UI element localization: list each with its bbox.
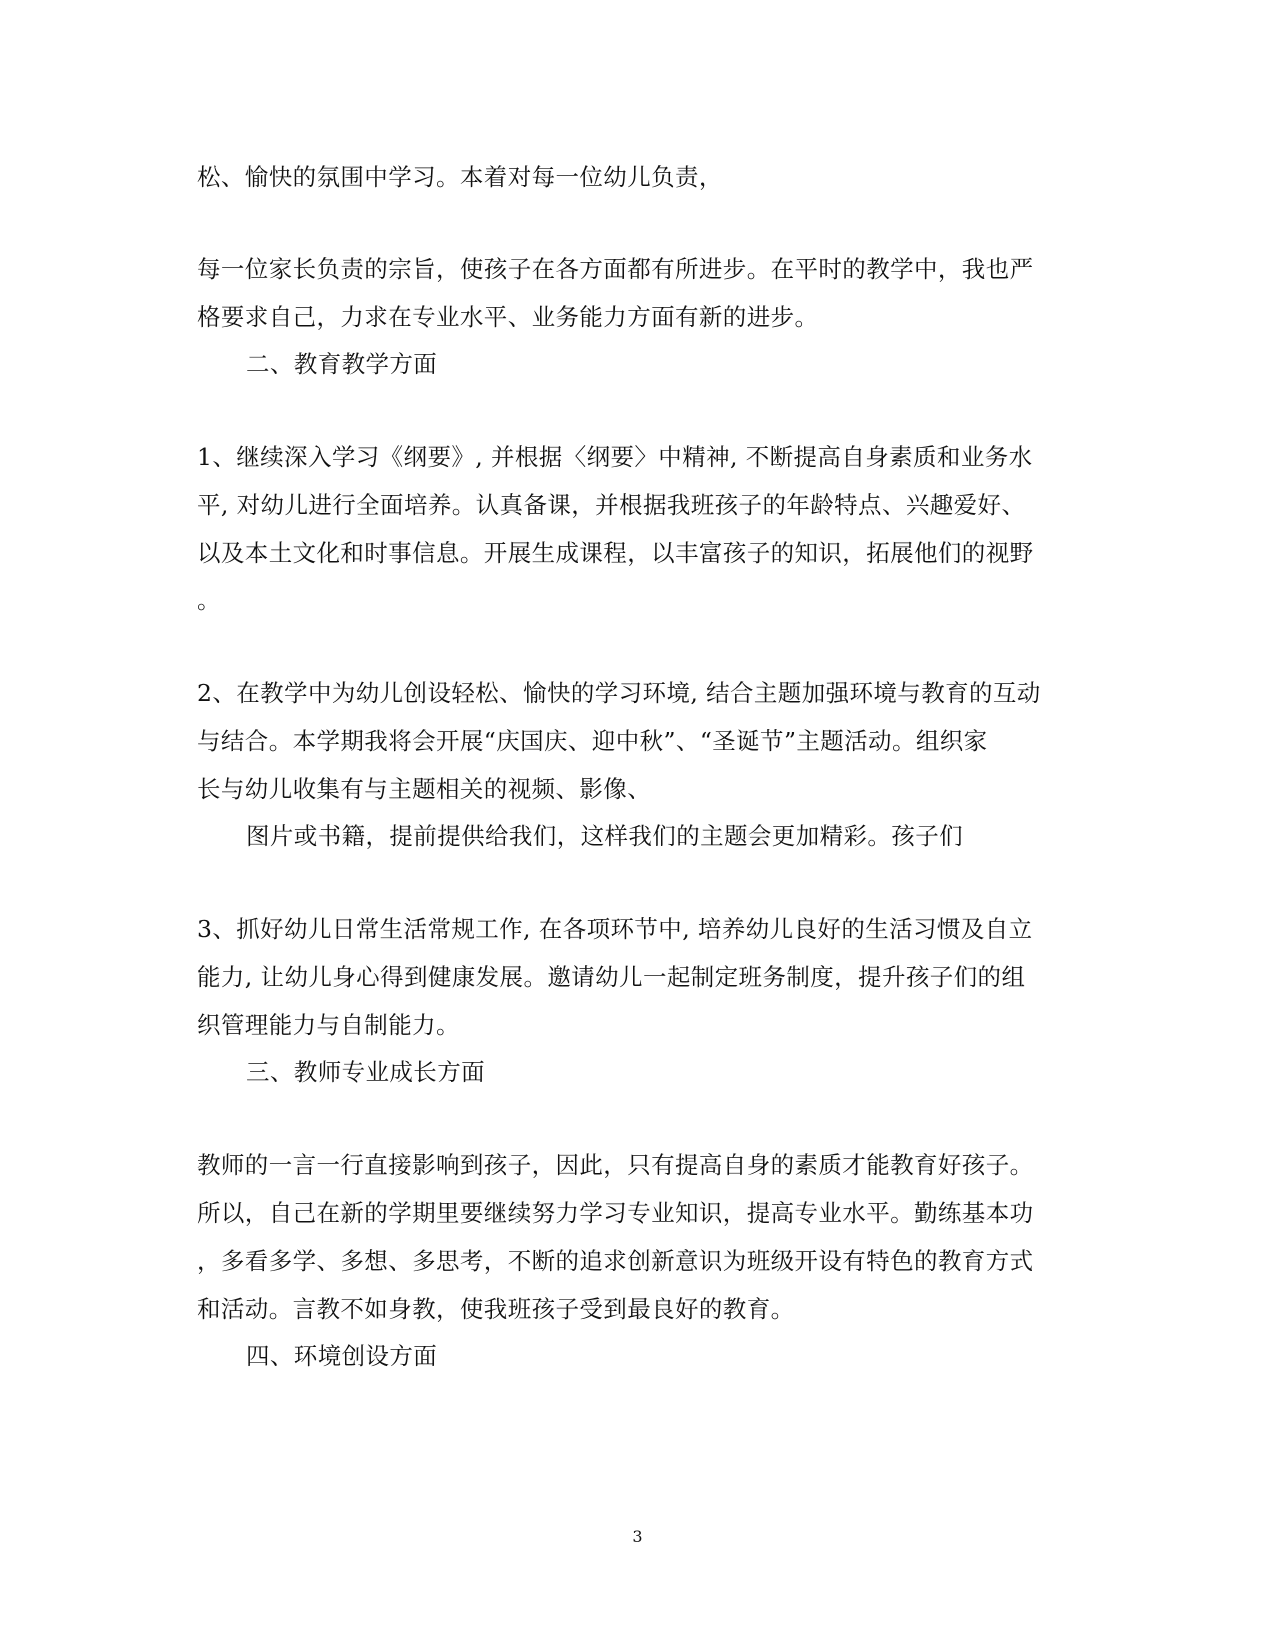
- text-line: 1、继续深入学习《纲要》, 并根据〈纲要〉中精神, 不断提高自身素质和业务水: [197, 443, 1033, 471]
- section-heading: 三、教师专业成长方面: [246, 1058, 485, 1086]
- text-line: 与结合。本学期我将会开展“庆国庆、迎中秋”、“圣诞节”主题活动。组织家: [197, 727, 988, 755]
- text-line: 平, 对幼儿进行全面培养。认真备课，并根据我班孩子的年龄特点、兴趣爱好、: [197, 491, 1026, 519]
- text-line: 和活动。言教不如身教，使我班孩子受到最良好的教育。: [197, 1295, 795, 1323]
- text-line: 长与幼儿收集有与主题相关的视频、影像、: [197, 775, 652, 803]
- text-line: 所以，自己在新的学期里要继续努力学习专业知识，提高专业水平。勤练基本功: [197, 1199, 1034, 1227]
- section-heading: 四、环境创设方面: [246, 1342, 438, 1370]
- page-number: 3: [632, 1527, 643, 1546]
- text-line: 图片或书籍，提前提供给我们，这样我们的主题会更加精彩。孩子们: [246, 822, 963, 850]
- text-line: 教师的一言一行直接影响到孩子，因此，只有提高自身的素质才能教育好孩子。: [197, 1151, 1034, 1179]
- text-line: 以及本土文化和时事信息。开展生成课程，以丰富孩子的知识，拓展他们的视野: [197, 539, 1034, 567]
- text-line: 3、抓好幼儿日常生活常规工作, 在各项环节中, 培养幼儿良好的生活习惯及自立: [197, 915, 1033, 943]
- text-line: 松、愉快的氛围中学习。本着对每一位幼儿负责，: [197, 163, 723, 191]
- text-line: ，多看多学、多想、多思考，不断的追求创新意识为班级开设有特色的教育方式: [197, 1247, 1034, 1275]
- text-line: 。: [197, 586, 221, 614]
- text-line: 能力, 让幼儿身心得到健康发展。邀请幼儿一起制定班务制度，提升孩子们的组: [197, 963, 1026, 991]
- text-line: 格要求自己，力求在专业水平、业务能力方面有新的进步。: [197, 303, 819, 331]
- text-line: 每一位家长负责的宗旨，使孩子在各方面都有所进步。在平时的教学中，我也严: [197, 255, 1034, 283]
- section-heading: 二、教育教学方面: [246, 350, 438, 378]
- text-line: 织管理能力与自制能力。: [197, 1011, 460, 1039]
- text-line: 2、在教学中为幼儿创设轻松、愉快的学习环境, 结合主题加强环境与教育的互动: [197, 679, 1041, 707]
